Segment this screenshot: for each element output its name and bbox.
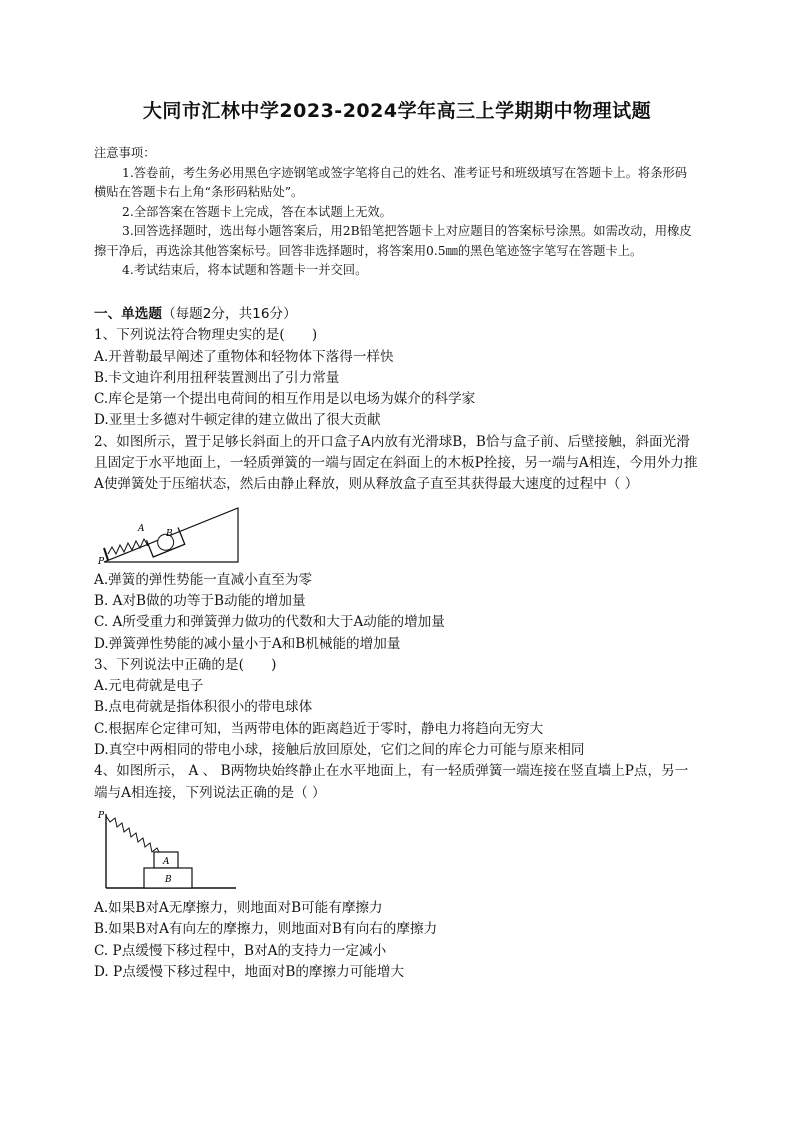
spring-coil <box>106 816 160 854</box>
incline-box-spring-figure <box>98 504 243 566</box>
question-option: C.根据库仑定律可知，当两带电体的距离趋近于零时，静电力将趋向无穷大 <box>94 720 544 737</box>
label-p: P <box>98 556 105 566</box>
question-option: A.弹簧的弹性势能一直减小直至为零 <box>94 571 313 588</box>
question-stem: 2、如图所示，置于足够长斜面上的开口盒子A内放有光滑球B，B恰与盒子前、后壁接触，斜面光滑且固定于水平地面上，一轻质弹簧的一端与固定在斜面上的木板P拴接，另一端与A相连，今用外力推A使弹簧处于压缩状态，然后由静止释放，则从释放盒子直至其获得最大速度的过程中（ ） <box>94 433 698 493</box>
question-option: D.真空中两相同的带电小球，接触后放回原处，它们之间的库仑力可能与原来相同 <box>94 742 585 759</box>
section-name: 一、单选题 <box>94 306 162 322</box>
label-p: P <box>98 810 105 821</box>
question-option: C. P点缓慢下移过程中，B对A的支持力一定减小 <box>94 942 387 959</box>
question-option: B.如果B对A有向左的摩擦力，则地面对B有向右的摩擦力 <box>94 921 438 938</box>
label-b: B <box>165 874 172 885</box>
question-option: D.弹簧弹性势能的减小量小于A和B机械能的增加量 <box>94 635 401 652</box>
question-option: D. P点缓慢下移过程中，地面对B的摩擦力可能增大 <box>94 963 405 980</box>
question-option: A.开普勒最早阐述了重物体和轻物体下落得一样快 <box>94 348 394 365</box>
notes-heading: 注意事项： <box>94 146 156 160</box>
page-title: 大同市汇林中学2023-2024学年高三上学期期中物理试题 <box>142 100 652 122</box>
question-option: A.元电荷就是电子 <box>94 678 204 695</box>
note-item: 2.全部答案在答题卡上完成，答在本试题上无效。 <box>122 204 392 219</box>
question-body <box>94 304 700 983</box>
label-b: B <box>166 528 173 539</box>
question-option: B.卡文迪许利用扭秤装置测出了引力常量 <box>94 369 340 386</box>
note-item: 1.答卷前，考生务必用黑色字迹钢笔或签字笔将自己的姓名、准考证号和班级填写在答题卡上。将条形码横贴在答题卡右上角“条形码粘贴处”。 <box>94 165 688 199</box>
question-option: A.如果B对A无摩擦力，则地面对B可能有摩擦力 <box>94 899 383 916</box>
question-option: C.库仑是第一个提出电荷间的相互作用是以电场为媒介的科学家 <box>94 391 476 408</box>
question-stem: 4、如图所示， A 、 B两物块始终静止在水平地面上，有一轻质弹簧一端连接在竖直墙上P点，另一端与A相连接，下列说法正确的是（ ） <box>94 763 689 801</box>
note-item: 4.考试结束后，将本试题和答题卡一并交回。 <box>122 263 368 277</box>
section-heading <box>94 304 700 325</box>
question-option: B.点电荷就是指体积很小的带电球体 <box>94 699 313 716</box>
note-item: 3.回答选择题时，选出每小题答案后，用2B铅笔把答题卡上对应题目的答案标号涂黑。如需改动，用橡皮擦干净后，再选涂其他答案标号。回答非选择题时，将答案用0.5㎜的黑色笔迹签字笔写在答题卡上。 <box>94 224 692 258</box>
question-option: B. A对B做的功等于B动能的增加量 <box>94 592 306 609</box>
question-option: D.亚里士多德对牛顿定律的建立做出了很大贡献 <box>94 412 381 429</box>
label-a: A <box>163 856 170 867</box>
exam-notes <box>94 144 694 281</box>
board-p <box>104 548 108 560</box>
question-option: C. A所受重力和弹簧弹力做功的代数和大于A动能的增加量 <box>94 614 445 631</box>
wall-spring-blocks-figure <box>96 808 241 894</box>
label-a: A <box>138 523 145 534</box>
question-stem: 1、下列说法符合物理史实的是( ) <box>94 327 318 344</box>
section-info: （每题2分，共16分） <box>161 306 297 322</box>
question-stem: 3、下列说法中正确的是( ) <box>94 656 277 673</box>
